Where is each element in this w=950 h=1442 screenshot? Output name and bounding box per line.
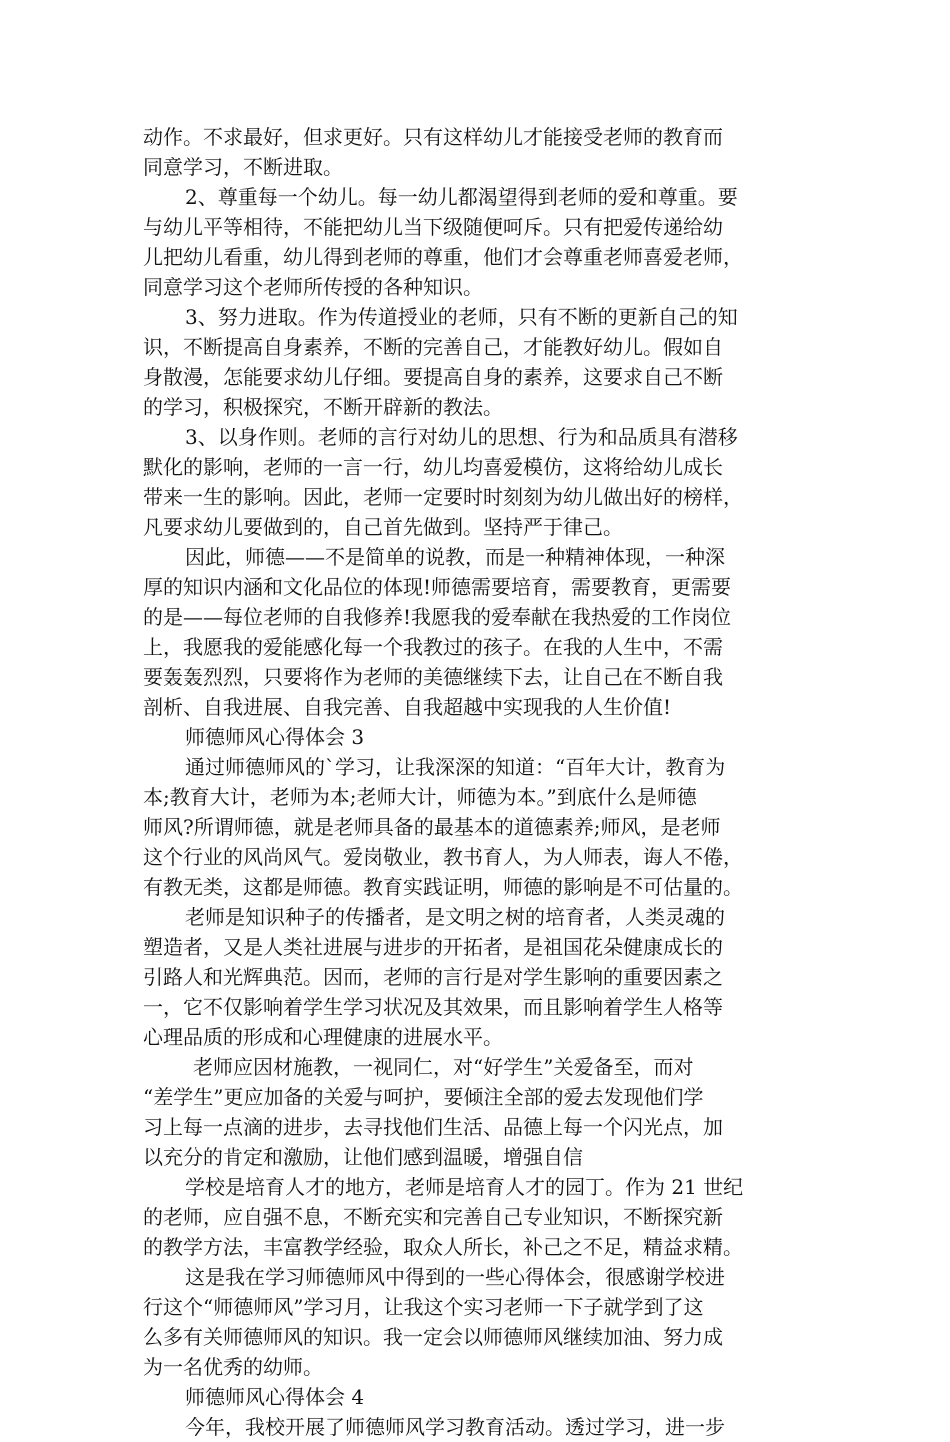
text-line: 的是——每位老师的自我修养!我愿我的爱奉献在我热爱的工作岗位 bbox=[143, 605, 732, 629]
text-line: 要轰轰烈烈，只要将作为老师的美德继续下去，让自己在不断自我 bbox=[143, 665, 723, 689]
text-line: 老师是知识种子的传播者，是文明之树的培育者，人类灵魂的 bbox=[185, 905, 725, 929]
text-line: 师德师风心得体会 3 bbox=[185, 725, 365, 749]
text-line: 这是我在学习师德师风中得到的一些心得体会，很感谢学校进 bbox=[185, 1265, 725, 1289]
text-line: 学校是培育人才的地方，老师是培育人才的园丁。作为 21 世纪 bbox=[185, 1175, 744, 1199]
text-line: 身散漫，怎能要求幼儿仔细。要提高自身的素养，这要求自己不断 bbox=[143, 365, 723, 389]
text-line: 同意学习这个老师所传授的各种知识。 bbox=[143, 275, 483, 299]
text-line: 上，我愿我的爱能感化每一个我教过的孩子。在我的人生中，不需 bbox=[143, 635, 723, 659]
text-line: 有教无类，这都是师德。教育实践证明，师德的影响是不可估量的。 bbox=[143, 875, 743, 899]
text-line: 剖析、自我进展、自我完善、自我超越中实现我的人生价值! bbox=[143, 695, 672, 719]
text-line: 的教学方法，丰富教学经验，取众人所长，补己之不足，精益求精。 bbox=[143, 1235, 743, 1259]
text-line: 师德师风心得体会 4 bbox=[185, 1385, 365, 1409]
text-line: 厚的知识内涵和文化品位的体现!师德需要培育，需要教育，更需要 bbox=[143, 575, 732, 599]
text-line: 为一名优秀的幼师。 bbox=[143, 1355, 323, 1379]
text-line: 儿把幼儿看重，幼儿得到老师的尊重，他们才会尊重老师喜爱老师， bbox=[143, 245, 743, 269]
text-line: 这个行业的风尚风气。爱岗敬业，教书育人，为人师表，诲人不倦， bbox=[143, 845, 743, 869]
text-line: 一，它不仅影响着学生学习状况及其效果，而且影响着学生人格等 bbox=[143, 995, 723, 1019]
text-line: 默化的影响，老师的一言一行，幼儿均喜爱模仿，这将给幼儿成长 bbox=[143, 455, 723, 479]
text-line: 本;教育大计，老师为本;老师大计，师德为本。”到底什么是师德 bbox=[143, 785, 697, 809]
text-line: 习上每一点滴的进步，去寻找他们生活、品德上每一个闪光点，加 bbox=[143, 1115, 723, 1139]
text-line: 通过师德师风的`学习，让我深深的知道：“百年大计，教育为 bbox=[185, 755, 726, 779]
text-line: 凡要求幼儿要做到的，自己首先做到。坚持严于律己。 bbox=[143, 515, 623, 539]
text-line: 以充分的肯定和激励，让他们感到温暖，增强自信 bbox=[143, 1145, 583, 1169]
text-line: 带来一生的影响。因此，老师一定要时时刻刻为幼儿做出好的榜样， bbox=[143, 485, 743, 509]
text-line: 因此，师德——不是简单的说教，而是一种精神体现，一种深 bbox=[185, 545, 725, 569]
text-line: 3、努力进取。作为传道授业的老师，只有不断的更新自己的知 bbox=[185, 305, 738, 329]
text-line: 塑造者，又是人类社进展与进步的开拓者，是祖国花朵健康成长的 bbox=[143, 935, 723, 959]
text-line: 么多有关师德师风的知识。我一定会以师德师风继续加油、努力成 bbox=[143, 1325, 723, 1349]
text-line: 行这个“师德师风”学习月，让我这个实习老师一下子就学到了这 bbox=[143, 1295, 704, 1319]
text-line: 心理品质的形成和心理健康的进展水平。 bbox=[143, 1025, 503, 1049]
text-line: 2、尊重每一个幼儿。每一幼儿都渴望得到老师的爱和尊重。要 bbox=[185, 185, 738, 209]
text-line: 识，不断提高自身素养，不断的完善自己，才能教好幼儿。假如自 bbox=[143, 335, 723, 359]
text-line: 3、以身作则。老师的言行对幼儿的思想、行为和品质具有潜移 bbox=[185, 425, 738, 449]
text-line: “差学生”更应加备的关爱与呵护，要倾注全部的爱去发现他们学 bbox=[143, 1085, 704, 1109]
text-line: 师风?所谓师德，就是老师具备的最基本的道德素养;师风，是老师 bbox=[143, 815, 721, 839]
text-line: 老师应因材施教，一视同仁，对“好学生”关爱备至，而对 bbox=[193, 1055, 694, 1079]
text-line: 引路人和光辉典范。因而，老师的言行是对学生影响的重要因素之 bbox=[143, 965, 723, 989]
text-line: 与幼儿平等相待，不能把幼儿当下级随便呵斥。只有把爱传递给幼 bbox=[143, 215, 723, 239]
document-body bbox=[143, 122, 811, 1442]
text-line: 的老师，应自强不息，不断充实和完善自己专业知识，不断探究新 bbox=[143, 1205, 723, 1229]
text-line: 动作。不求最好，但求更好。只有这样幼儿才能接受老师的教育而 bbox=[143, 125, 723, 149]
text-line: 今年，我校开展了师德师风学习教育活动。透过学习，进一步 bbox=[185, 1415, 725, 1439]
text-line: 同意学习，不断进取。 bbox=[143, 155, 343, 179]
text-line: 的学习，积极探究，不断开辟新的教法。 bbox=[143, 395, 503, 419]
